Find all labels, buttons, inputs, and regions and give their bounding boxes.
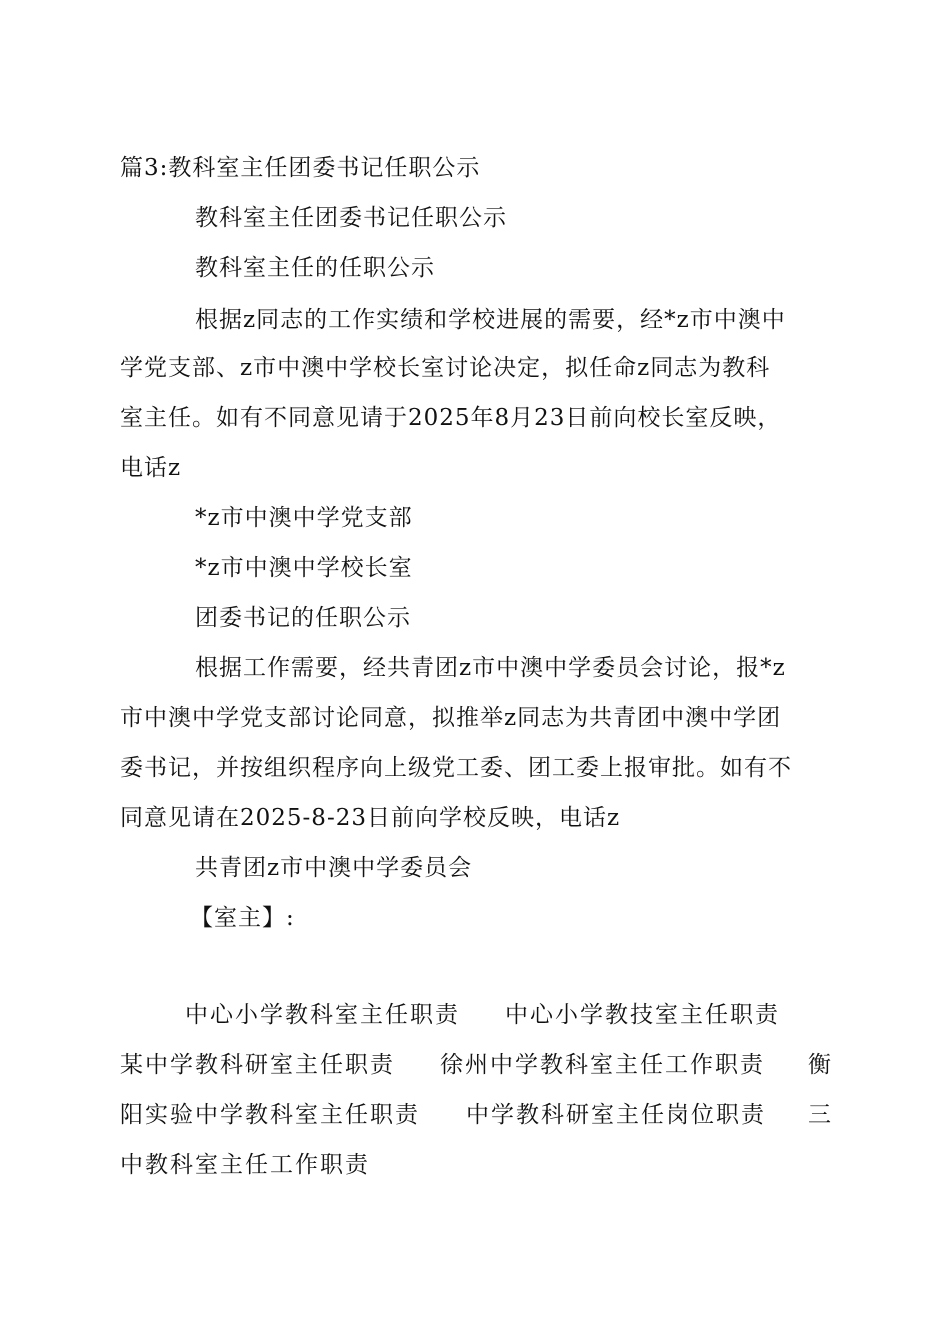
related-link[interactable]: 三 — [808, 1102, 833, 1128]
related-link[interactable]: 中学教科研室主任岗位职责 — [466, 1102, 766, 1128]
notice1-body-line: 室主任。如有不同意见请于2025年8月23日前向校长室反映， — [120, 405, 782, 431]
related-link[interactable]: 中心小学教科室主任职责 — [185, 1002, 460, 1028]
document-title: 教科室主任团委书记任职公示 — [195, 205, 507, 231]
notice2-body-line: 市中澳中学党支部讨论同意，拟推举z同志为共青团中澳中学团 — [120, 705, 782, 731]
section-heading: 篇3:教科室主任团委书记任职公示 — [120, 155, 481, 181]
related-link[interactable]: 某中学教科研室主任职责 — [120, 1052, 395, 1078]
notice2-body-line: 同意见请在2025-8-23日前向学校反映，电话z — [120, 805, 621, 831]
notice1-signature-principal: *z市中澳中学校长室 — [195, 555, 413, 581]
notice2-body-line: 委书记，并按组织程序向上级党工委、团工委上报审批。如有不 — [120, 755, 792, 781]
notice2-signature: 共青团z市中澳中学委员会 — [195, 855, 473, 881]
related-link[interactable]: 徐州中学教科室主任工作职责 — [440, 1052, 765, 1078]
notice1-signature-party: *z市中澳中学党支部 — [195, 505, 413, 531]
related-link[interactable]: 中心小学教技室主任职责 — [505, 1002, 780, 1028]
notice1-body-line: 根据z同志的工作实绩和学校进展的需要，经*z市中澳中 — [195, 307, 786, 333]
notice1-body-line: 学党支部、z市中澳中学校长室讨论决定，拟任命z同志为教科 — [120, 355, 771, 381]
tag-label: 【室主】: — [190, 905, 295, 931]
related-link[interactable]: 衡 — [808, 1052, 833, 1078]
related-link[interactable]: 中教科室主任工作职责 — [120, 1152, 370, 1178]
notice2-body-line: 根据工作需要，经共青团z市中澳中学委员会讨论，报*z — [195, 655, 786, 681]
notice2-title: 团委书记的任职公示 — [195, 605, 411, 631]
notice1-body-line: 电话z — [120, 455, 182, 481]
related-link[interactable]: 阳实验中学教科室主任职责 — [120, 1102, 420, 1128]
notice1-title: 教科室主任的任职公示 — [195, 255, 435, 281]
